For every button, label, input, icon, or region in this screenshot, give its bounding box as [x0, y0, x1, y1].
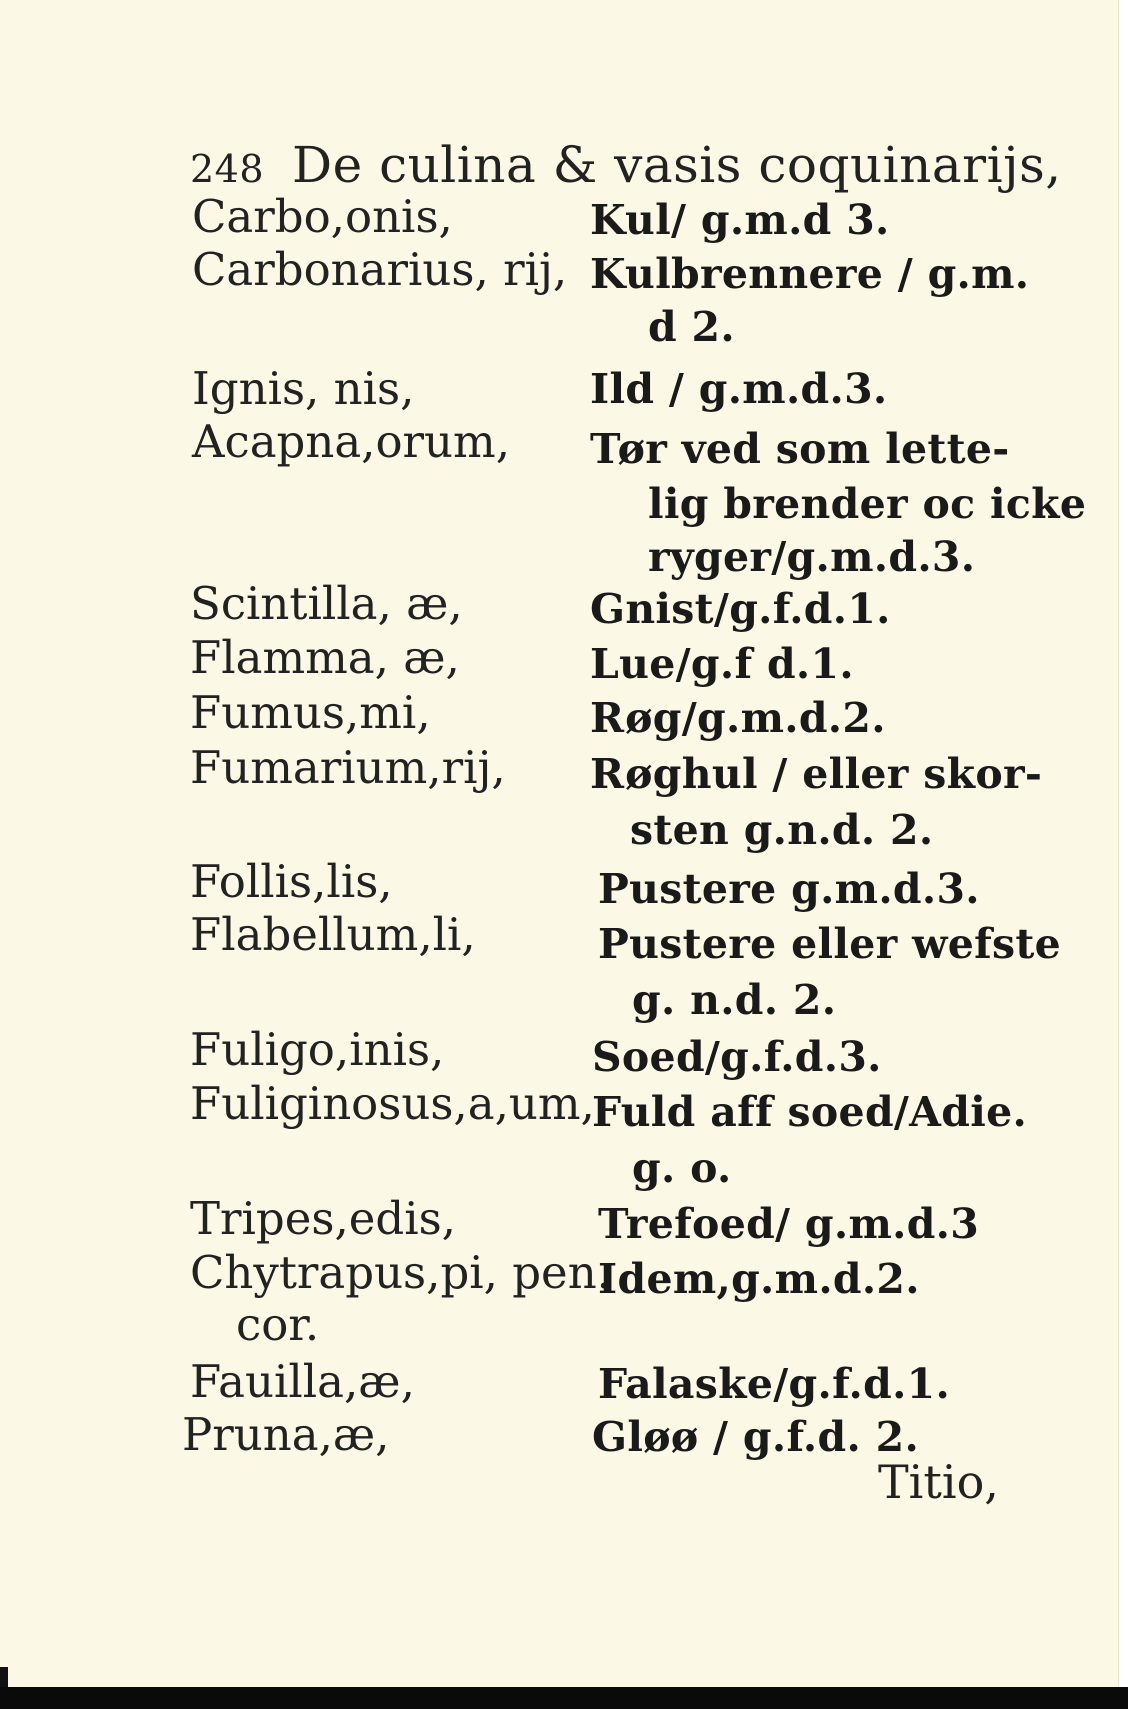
- latin-term: Carbo,onis,: [192, 190, 453, 243]
- catchword: Titio,: [878, 1455, 999, 1509]
- vernacular-gloss: Pustere g.m.d.3.: [598, 865, 980, 913]
- vernacular-gloss-cont: g. n.d. 2.: [632, 976, 837, 1024]
- latin-term: Fumus,mi,: [190, 686, 431, 739]
- vernacular-gloss: Trefoed/ g.m.d.3: [598, 1200, 980, 1248]
- vernacular-gloss: Soed/g.f.d.3.: [592, 1033, 882, 1081]
- vernacular-gloss: Fuld aff soed/Adie.: [592, 1088, 1028, 1136]
- latin-term: Fuligo,inis,: [190, 1023, 445, 1076]
- vernacular-gloss-cont: ryger/g.m.d.3.: [648, 533, 976, 581]
- latin-term: Pruna,æ,: [182, 1408, 390, 1461]
- vernacular-gloss: Falaske/g.f.d.1.: [598, 1360, 951, 1408]
- running-title: De culina & vasis coquinarijs,: [292, 136, 1062, 194]
- vernacular-gloss-cont: sten g.n.d. 2.: [630, 806, 934, 854]
- latin-term: Flamma, æ,: [190, 631, 460, 684]
- vernacular-gloss: Kulbrennere / g.m.: [590, 250, 1030, 298]
- vernacular-gloss-cont: d 2.: [648, 303, 735, 351]
- vernacular-gloss: Røghul / eller skor-: [590, 750, 1043, 798]
- latin-term: Ignis, nis,: [192, 362, 415, 415]
- page-number: 248: [190, 147, 265, 191]
- vernacular-gloss: Ild / g.m.d.3.: [590, 365, 888, 413]
- vernacular-gloss: Kul/ g.m.d 3.: [590, 196, 890, 244]
- vernacular-gloss: Tør ved som lette-: [590, 425, 1010, 473]
- latin-term: Follis,lis,: [190, 855, 393, 908]
- running-header: [190, 136, 1062, 194]
- latin-term: Flabellum,li,: [190, 908, 476, 961]
- latin-term: Tripes,edis,: [190, 1192, 456, 1245]
- scan-border: [0, 1687, 1128, 1709]
- vernacular-gloss: Røg/g.m.d.2.: [590, 694, 886, 742]
- latin-term: Carbonarius, rij,: [192, 243, 568, 296]
- vernacular-gloss-cont: lig brender oc icke: [648, 480, 1087, 528]
- vernacular-gloss: Lue/g.f d.1.: [590, 640, 854, 688]
- vernacular-gloss-cont: g. o.: [632, 1144, 732, 1192]
- vernacular-gloss: Idem,g.m.d.2.: [598, 1255, 920, 1303]
- scan-corner-mark: [0, 1667, 8, 1687]
- latin-term: Acapna,orum,: [192, 415, 511, 468]
- latin-term-cont: cor.: [236, 1298, 320, 1351]
- latin-term: Scintilla, æ,: [190, 577, 463, 630]
- latin-term: Fumarium,rij,: [190, 741, 506, 794]
- vernacular-gloss: Pustere eller wefste: [598, 920, 1062, 968]
- latin-term: Fuliginosus,a,um,: [190, 1077, 595, 1130]
- latin-term: Chytrapus,pi, pen.: [190, 1246, 611, 1299]
- vernacular-gloss: Gnist/g.f.d.1.: [590, 585, 891, 633]
- latin-term: Fauilla,æ,: [190, 1355, 415, 1408]
- vernacular-gloss: Gløø / g.f.d. 2.: [592, 1413, 920, 1461]
